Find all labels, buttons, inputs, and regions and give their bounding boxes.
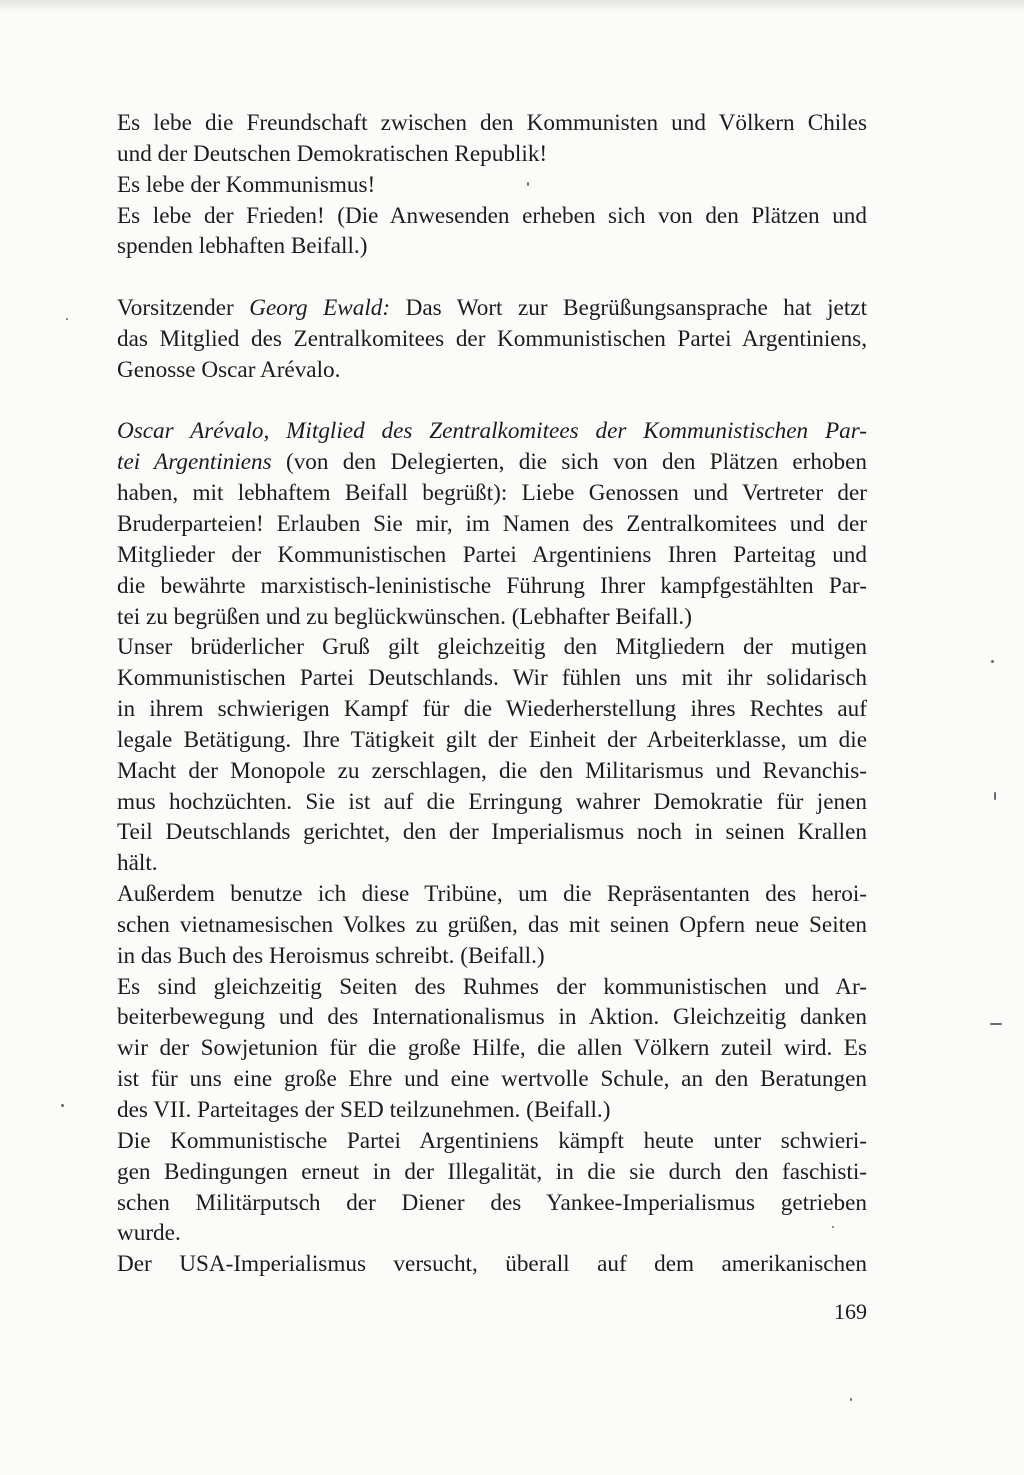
- text-line: [117, 447, 867, 478]
- paragraph-illegality: [117, 1126, 867, 1249]
- paragraph-arevalo: [117, 416, 867, 632]
- text-run: Das Wort zur Begrüßungsansprache hat jetzt: [390, 295, 868, 322]
- text-line: Es sind gleichzeitig Seiten des Ruhmes der kommunistischen und Ar-: [117, 973, 867, 1000]
- text-line: tei zu begrüßen und zu beglückwünschen. (Lebhafter Beifall.): [117, 603, 692, 630]
- text-line: wir der Sowjetunion für die große Hilfe, die allen Völkern zuteil wird. Es: [117, 1035, 867, 1062]
- text-line: in das Buch des Heroismus schreibt. (Beifall.): [117, 942, 545, 969]
- text-line: Mitglieder der Kommunistischen Partei Argentiniens Ihren Parteitag und: [117, 541, 867, 568]
- text-line: mus hochzüchten. Sie ist auf die Erringung wahrer Demokratie für jenen: [117, 788, 867, 815]
- speaker-heading: Oscar Arévalo, Mitglied des Zentralkomitees der Kommunistischen Par-: [117, 418, 867, 445]
- text-line: Außerdem benutze ich diese Tribüne, um die Repräsentanten des heroi-: [117, 881, 867, 908]
- text-line: die bewährte marxistisch-leninistische Führung Ihrer kampfgestählten Par-: [117, 572, 867, 599]
- text-line: hält.: [117, 850, 158, 877]
- scan-speck: [527, 182, 529, 186]
- scan-speck: [61, 1104, 64, 1107]
- text-line: haben, mit lebhaftem Beifall begrüßt): Liebe Genossen und Vertreter der: [117, 480, 867, 507]
- text-line: Es lebe der Kommunismus!: [117, 171, 376, 198]
- text-line: Kommunistischen Partei Deutschlands. Wir fühlen uns mit ihr solidarisch: [117, 665, 867, 692]
- text-line: Der USA-Imperialismus versucht, überall auf dem amerikanischen: [117, 1251, 867, 1278]
- text-line: Bruderparteien! Erlauben Sie mir, im Namen des Zentralkomitees und der: [117, 510, 867, 537]
- paragraph-gap: [117, 386, 867, 417]
- text-line: schen Militärputsch der Diener des Yankee-Imperialismus getrieben: [117, 1189, 867, 1216]
- text-line: Unser brüderlicher Gruß gilt gleichzeitig den Mitgliedern der mutigen: [117, 634, 867, 661]
- text-line: Es lebe der Frieden! (Die Anwesenden erheben sich von den Plätzen und: [117, 202, 867, 229]
- paragraph-gap: [117, 262, 867, 293]
- paragraph-closing-slogans: [117, 108, 867, 262]
- text-line: Die Kommunistische Partei Argentiniens kämpft heute unter schwieri-: [117, 1127, 867, 1154]
- text-line: beiterbewegung und des Internationalismus in Aktion. Gleichzeitig danken: [117, 1004, 867, 1031]
- text-line: und der Deutschen Demokratischen Republik!: [117, 140, 548, 167]
- text-line: schen vietnamesischen Volkes zu grüßen, das mit seinen Opfern neue Seiten: [117, 911, 867, 938]
- body-text: [117, 108, 867, 1280]
- text-line: gen Bedingungen erneut in der Illegalität, in die sie durch den faschisti-: [117, 1158, 867, 1185]
- text-line: legale Betätigung. Ihre Tätigkeit gilt der Einheit der Arbeiterklasse, um die: [117, 726, 867, 753]
- scan-speck: [990, 1023, 1002, 1025]
- text-line: [117, 293, 867, 324]
- paragraph-vietnam: [117, 879, 867, 972]
- scan-top-edge: [0, 0, 1024, 14]
- text-line: das Mitglied des Zentralkomitees der Kommunistischen Partei Argentiniens,: [117, 325, 867, 352]
- text-line: ist für uns eine große Ehre und eine wertvolle Schule, an den Beratungen: [117, 1066, 867, 1093]
- paragraph-usa-imperialism: [117, 1249, 867, 1280]
- speaker-name: Georg Ewald:: [249, 295, 391, 322]
- paragraph-chairman: [117, 293, 867, 386]
- scan-speck: [66, 318, 68, 320]
- text-run: (von den Delegierten, die sich von den Plätzen erhoben: [271, 449, 868, 476]
- paragraph-internationalism: [117, 972, 867, 1126]
- scan-speck: [994, 792, 996, 800]
- text-line: Macht der Monopole zu zerschlagen, die den Militarismus und Revanchis-: [117, 757, 867, 784]
- text-line: Es lebe die Freundschaft zwischen den Kommunisten und Völkern Chiles: [117, 110, 867, 136]
- text-line: Teil Deutschlands gerichtet, den der Imperialismus noch in seinen Krallen: [117, 819, 867, 846]
- text-line: wurde.: [117, 1220, 181, 1247]
- scan-speck: [850, 1398, 852, 1401]
- scan-speck: [832, 1226, 834, 1228]
- text-line: Genosse Oscar Arévalo.: [117, 356, 341, 383]
- text-line: spenden lebhaften Beifall.): [117, 233, 368, 260]
- paragraph-kpd: [117, 632, 867, 879]
- scan-speck: [991, 660, 994, 663]
- speaker-heading-cont: tei Argentiniens: [117, 449, 272, 476]
- page-number: 169: [834, 1299, 867, 1324]
- text-run: Vorsitzender: [117, 295, 250, 322]
- text-line: in ihrem schwierigen Kampf für die Wiederherstellung ihres Rechtes auf: [117, 696, 867, 723]
- text-line: des VII. Parteitages der SED teilzunehmen. (Beifall.): [117, 1097, 611, 1123]
